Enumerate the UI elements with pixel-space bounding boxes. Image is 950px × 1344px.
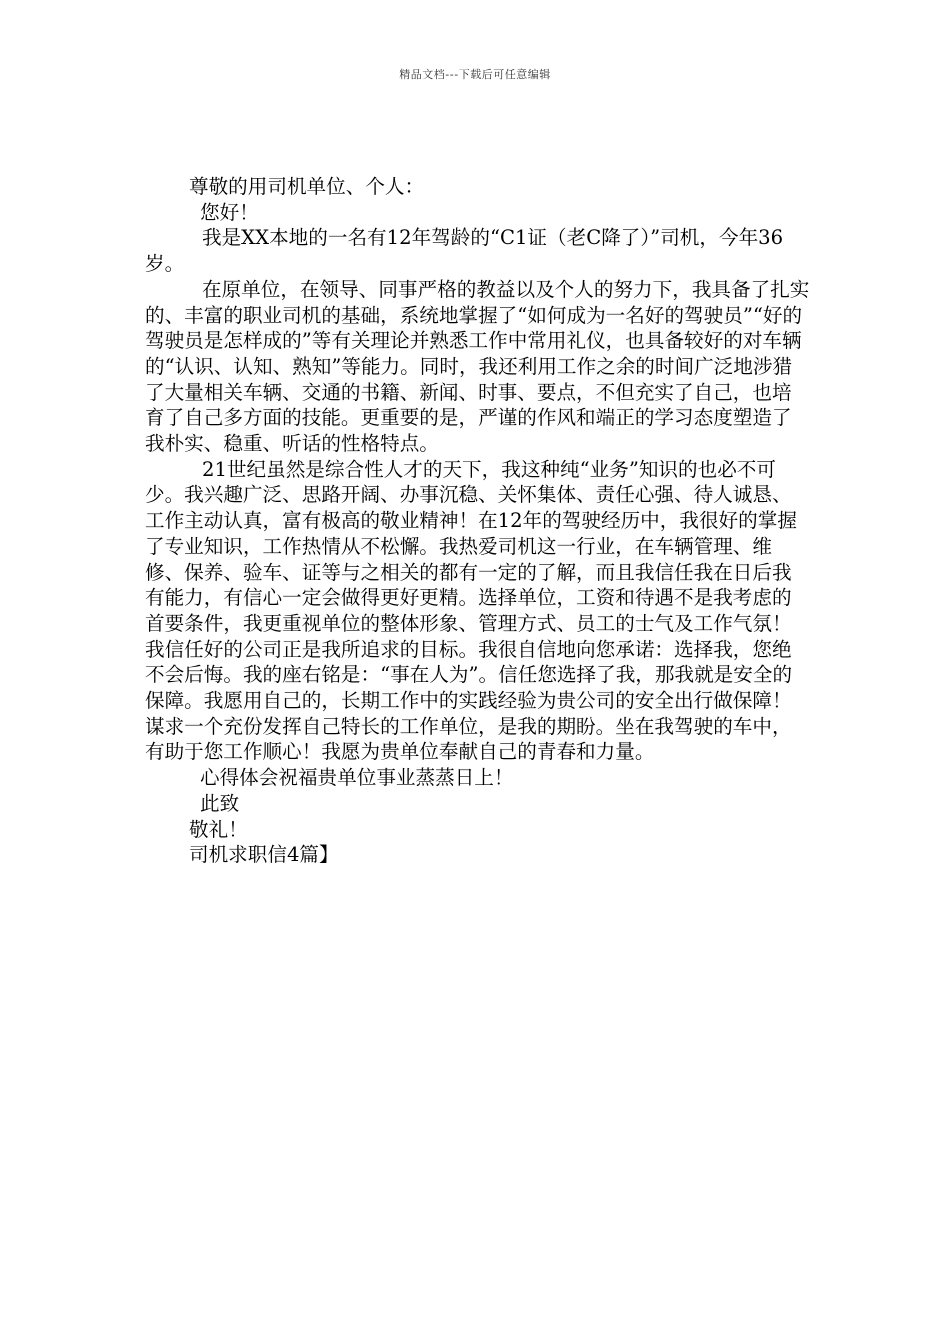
- qualities-paragraph: 21世纪虽然是综合性人才的天下，我这种纯“业务”知识的也必不可少。我兴趣广泛、思路开阔、办事沉稳、关怀集体、责任心强、待人诚恳、工作主动认真，富有极高的敬业精神！在12年的驾驶经历中，我很好的掌握了专业知识，工作热情从不松懈。我热爱司机这一行业，在车辆管理、维修、保养、验车、证等与之相关的都有一定的了解，而且我信任我在日后我有能力，有信心一定会做得更好更精。选择单位，工资和待遇不是我考虑的首要条件，我更重视单位的整体形象、管理方式、员工的士气及工作气氛！我信任好的公司正是我所追求的目标。我很自信地向您承诺：选择我，您绝不会后悔。我的座右铭是：“事在人为”。信任您选择了我，那我就是安全的保障。我愿用自己的，长期工作中的实践经验为贵公司的安全出行做保障！谋求一个充份发挥自己特长的工作单位，是我的期盼。坐在我驾驶的车中，有助于您工作顺心！我愿为贵单位奉献自己的青春和力量。: [145, 457, 797, 764]
- salutation: 尊敬的用司机单位、个人：: [189, 175, 425, 198]
- experience-paragraph: 在原单位，在领导、同事严格的教益以及个人的努力下，我具备了扎实的、丰富的职业司机的基础，系统地掌握了“如何成为一名好的驾驶员”“好的驾驶员是怎样成的”等有关理论并熟悉工作中常用礼仪，也具备较好的对车辆的“认识、认知、熟知”等能力。同时，我还利用工作之余的时间广泛地涉猎了大量相关车辆、交通的书籍、新闻、时事、要点，不但充实了自己，也培育了自己多方面的技能。更重要的是，严谨的作风和端正的学习态度塑造了我朴实、稳重、听话的性格特点。: [145, 277, 810, 456]
- page-header: 精品文档---下载后可任意编辑: [399, 68, 551, 81]
- wish-line: 心得体会祝福贵单位事业蒸蒸日上！: [200, 766, 514, 790]
- closing-line-1: 此致: [200, 791, 240, 815]
- letter-body: [145, 174, 810, 868]
- greeting: 您好！: [200, 200, 259, 224]
- closing-line-2: 敬礼！: [189, 817, 248, 841]
- intro-paragraph: 我是XX本地的一名有12年驾龄的“C1证（老C降了）”司机，今年36岁。: [145, 226, 784, 276]
- footer-line: 司机求职信4篇】: [189, 843, 339, 867]
